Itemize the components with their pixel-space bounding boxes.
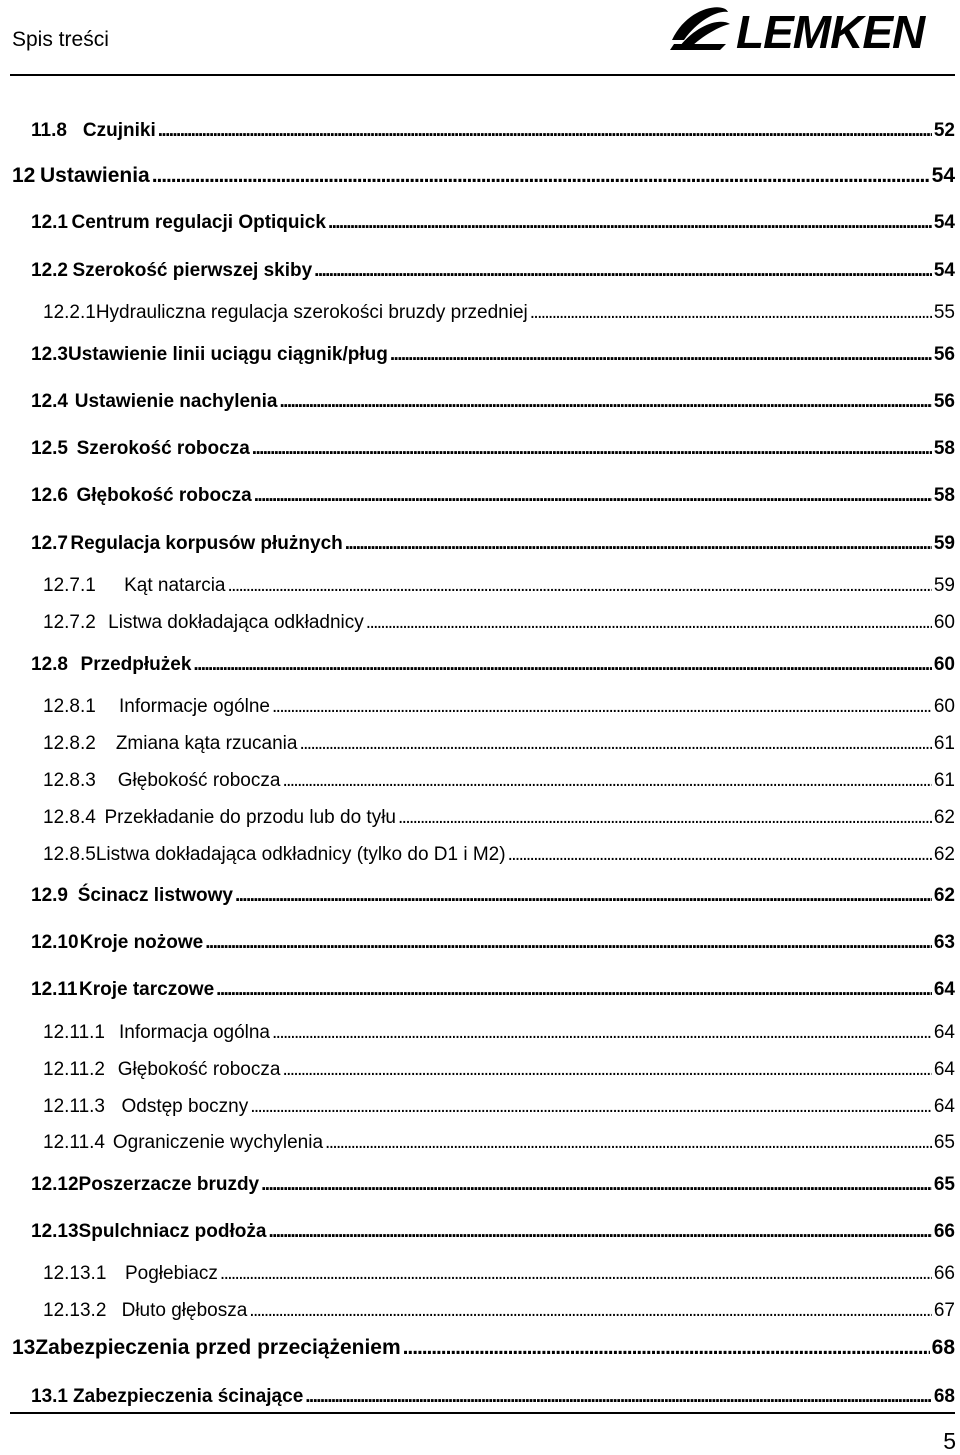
toc-entry-number: 12.3: [31, 344, 68, 365]
toc-entry-page: 58: [933, 438, 955, 459]
toc-entry-title: Czujniki: [82, 120, 156, 141]
toc-entry-number: 12.8.1: [43, 696, 96, 717]
toc-entry-title: Szerokość pierwszej skiby: [72, 260, 313, 281]
toc-entry[interactable]: [0, 534, 955, 553]
toc-entry-title: Informacja ogólna: [118, 1022, 271, 1043]
lemken-logo: [668, 0, 950, 58]
toc-dot-leader: [508, 845, 932, 864]
toc-entry-title: Zabezpieczenia przed przeciążeniem: [35, 1336, 401, 1359]
toc-entry[interactable]: [0, 980, 955, 999]
toc-entry[interactable]: [0, 655, 955, 674]
toc-entry-number: 12.13: [31, 1221, 79, 1242]
toc-entry-title: Kroje nożowe: [79, 932, 204, 953]
toc-entry-title: Głębokość robocza: [76, 485, 252, 506]
toc-entry[interactable]: [0, 486, 955, 505]
toc-dot-leader: [282, 1060, 931, 1079]
toc-dot-leader: [390, 345, 932, 364]
toc-entry-page: 63: [933, 932, 955, 953]
toc-entry-number: 12.13.2: [43, 1300, 107, 1321]
toc-entry-number: 12.2: [31, 260, 68, 281]
page-number: 5: [943, 1428, 956, 1454]
toc-entry[interactable]: [0, 734, 955, 753]
toc-entry-number: 12.7: [31, 533, 68, 554]
toc-entry-page: 66: [933, 1221, 955, 1242]
toc-entry-number: 12.11.1: [43, 1022, 105, 1043]
toc-entry[interactable]: [0, 697, 955, 716]
toc-entry-title: Ustawienie linii uciągu ciągnik/pług: [67, 344, 388, 365]
toc-entry-title: Listwa dokładająca odkładnicy: [108, 612, 364, 633]
toc-dot-leader: [403, 1337, 930, 1358]
toc-entry[interactable]: [0, 345, 955, 364]
toc-entry-page: 65: [933, 1132, 955, 1153]
toc-dot-leader: [305, 1387, 932, 1406]
toc-entry[interactable]: [0, 213, 955, 232]
toc-entry[interactable]: [0, 576, 955, 595]
toc-entry-title: Szerokość robocza: [76, 438, 250, 459]
footer-rule: [10, 1412, 955, 1414]
toc-entry-title: Odstęp boczny: [121, 1096, 249, 1117]
toc-dot-leader: [268, 1222, 931, 1241]
toc-entry-number: 13: [12, 1336, 36, 1359]
toc-entry-page: 67: [933, 1300, 955, 1321]
toc-entry-page: 64: [933, 979, 955, 1000]
toc-entry-page: 59: [933, 575, 955, 596]
toc-dot-leader: [220, 1264, 932, 1283]
toc-entry-number: 12.8.4: [43, 807, 96, 828]
toc-entry-title: Zmiana kąta rzucania: [115, 733, 298, 754]
toc-entry-page: 55: [933, 302, 955, 323]
toc-entry-number: 12.6: [31, 485, 68, 506]
toc-dot-leader: [366, 613, 932, 632]
toc-entry-page: 58: [933, 485, 955, 506]
toc-dot-leader: [299, 734, 931, 753]
toc-entry-page: 52: [933, 120, 955, 141]
toc-dot-leader: [282, 771, 931, 790]
toc-entry[interactable]: [0, 392, 955, 411]
toc-entry-title: Informacje ogólne: [118, 696, 271, 717]
toc-entry[interactable]: [0, 121, 955, 140]
toc-entry-page: 61: [933, 770, 955, 791]
toc-entry-title: Zabezpieczenia ścinające: [73, 1386, 304, 1407]
toc-entry-number: 12.4: [31, 391, 68, 412]
toc-entry[interactable]: [0, 261, 955, 280]
toc-entry-page: 60: [933, 654, 955, 675]
toc-entry-page: 64: [933, 1022, 955, 1043]
toc-entry-page: 61: [933, 733, 955, 754]
toc-entry-title: Hydrauliczna regulacja szerokości bruzdy przedniej: [95, 302, 528, 323]
toc-entry-title: Ścinacz listwowy: [77, 885, 233, 906]
toc-entry-number: 12.11.4: [43, 1132, 105, 1153]
toc-entry[interactable]: [0, 1387, 955, 1406]
toc-entry[interactable]: [0, 886, 955, 905]
toc-entry-title: Dłuto głębosza: [121, 1300, 248, 1321]
toc-entry-page: 56: [933, 344, 955, 365]
toc-dot-leader: [328, 213, 932, 232]
toc-dot-leader: [254, 486, 932, 505]
toc-entry-number: 12.12: [31, 1174, 79, 1195]
toc-entry-number: 13.1: [31, 1386, 68, 1407]
toc-entry[interactable]: [0, 613, 955, 632]
toc-entry-number: 12.11.3: [43, 1096, 105, 1117]
toc-entry-page: 64: [933, 1096, 955, 1117]
toc-entry[interactable]: [0, 1175, 955, 1194]
toc-dot-leader: [261, 1175, 932, 1194]
toc-entry-title: Poszerzacze bruzdy: [78, 1174, 260, 1195]
lemken-wordmark: LEMKEN: [736, 6, 925, 58]
toc-dot-leader: [325, 1133, 932, 1152]
toc-entry-title: Przekładanie do przodu lub do tyłu: [104, 807, 396, 828]
toc-dot-leader: [158, 121, 932, 140]
toc-entry-number: 12.1: [31, 212, 68, 233]
toc-entry[interactable]: [0, 1133, 955, 1152]
toc-entry-page: 59: [933, 533, 955, 554]
toc-dot-leader: [228, 576, 932, 595]
toc-dot-leader: [193, 655, 931, 674]
toc-entry-title: Listwa dokładająca odkładnicy (tylko do D1 i M2): [95, 844, 506, 865]
toc-dot-leader: [272, 1023, 932, 1042]
toc-dot-leader: [530, 303, 932, 322]
toc-entry-title: Ustawienie nachylenia: [74, 391, 278, 412]
toc-entry[interactable]: [0, 845, 955, 864]
toc-entry-title: Ustawienia: [40, 164, 150, 187]
toc-entry[interactable]: [0, 165, 955, 186]
toc-entry-title: Kroje tarczowe: [79, 979, 215, 1000]
toc-entry-page: 60: [933, 612, 955, 633]
toc-entry-number: 11.8: [31, 120, 67, 141]
lemken-emblem-icon: [670, 7, 730, 50]
toc-entry-number: 12.11: [31, 979, 78, 1000]
toc-dot-leader: [205, 933, 932, 952]
toc-dot-leader: [280, 392, 932, 411]
toc-entry-title: Pogłebiacz: [124, 1263, 218, 1284]
toc-entry[interactable]: [0, 1337, 955, 1358]
toc-entry-page: 65: [933, 1174, 955, 1195]
toc-entry[interactable]: [0, 771, 955, 790]
toc-entry[interactable]: [0, 1023, 955, 1042]
toc-entry[interactable]: [0, 439, 955, 458]
toc-dot-leader: [398, 808, 932, 827]
toc-dot-leader: [216, 980, 932, 999]
toc-entry-title: Ograniczenie wychylenia: [112, 1132, 324, 1153]
toc-entry[interactable]: [0, 1060, 955, 1079]
toc-entry-title: Głębokość robocza: [117, 1059, 281, 1080]
toc-entry-page: 68: [933, 1386, 955, 1407]
toc-entry-number: 12.7.2: [43, 612, 96, 633]
toc-entry[interactable]: [0, 808, 955, 827]
toc-dot-leader: [314, 261, 932, 280]
toc-entry-page: 62: [933, 885, 955, 906]
toc-entry-title: Kąt natarcia: [124, 575, 226, 596]
toc-entry-page: 68: [931, 1336, 955, 1359]
header-rule: [10, 74, 955, 76]
toc-dot-leader: [252, 439, 932, 458]
toc-entry-number: 12.8.5: [43, 844, 96, 865]
toc-dot-leader: [345, 534, 932, 553]
toc-entry[interactable]: [0, 1097, 955, 1116]
toc-entry-number: 12.11.2: [43, 1059, 105, 1080]
toc-dot-leader: [272, 697, 932, 716]
toc-entry-page: 62: [933, 844, 955, 865]
toc-entry-page: 56: [933, 391, 955, 412]
toc-entry-title: Głębokość robocza: [117, 770, 281, 791]
toc-entry[interactable]: [0, 1301, 955, 1320]
toc-dot-leader: [250, 1097, 932, 1116]
toc-entry[interactable]: [0, 303, 955, 322]
toc-entry-number: 12.10: [31, 932, 79, 953]
toc-entry-page: 64: [933, 1059, 955, 1080]
toc-entry-title: Spulchniacz podłoża: [78, 1221, 267, 1242]
toc-entry[interactable]: [0, 1222, 955, 1241]
toc-entry-title: Centrum regulacji Optiquick: [71, 212, 326, 233]
toc-entry-page: 54: [933, 260, 955, 281]
toc-entry-number: 12: [12, 164, 36, 187]
toc-entry-page: 62: [933, 807, 955, 828]
toc-entry-number: 12.9: [31, 885, 68, 906]
toc-dot-leader: [249, 1301, 932, 1320]
toc-entry-number: 12.8: [31, 654, 68, 675]
toc-entry[interactable]: [0, 933, 955, 952]
toc-entry-number: 12.8.2: [43, 733, 96, 754]
toc-entry-page: 66: [933, 1263, 955, 1284]
header-title: Spis treści: [12, 28, 109, 51]
toc-entry-page: 54: [931, 164, 955, 187]
toc-entry-number: 12.13.1: [43, 1263, 107, 1284]
toc-entry[interactable]: [0, 1264, 955, 1283]
toc-entry-title: Przedpłużek: [80, 654, 192, 675]
toc-dot-leader: [152, 165, 930, 186]
toc-entry-number: 12.8.3: [43, 770, 96, 791]
toc-entry-number: 12.2.1: [43, 302, 96, 323]
toc-entry-number: 12.5: [31, 438, 68, 459]
toc-entry-page: 54: [933, 212, 955, 233]
toc-entry-page: 60: [933, 696, 955, 717]
toc-entry-number: 12.7.1: [43, 575, 96, 596]
toc-entry-title: Regulacja korpusów płużnych: [70, 533, 343, 554]
toc-dot-leader: [235, 886, 932, 905]
